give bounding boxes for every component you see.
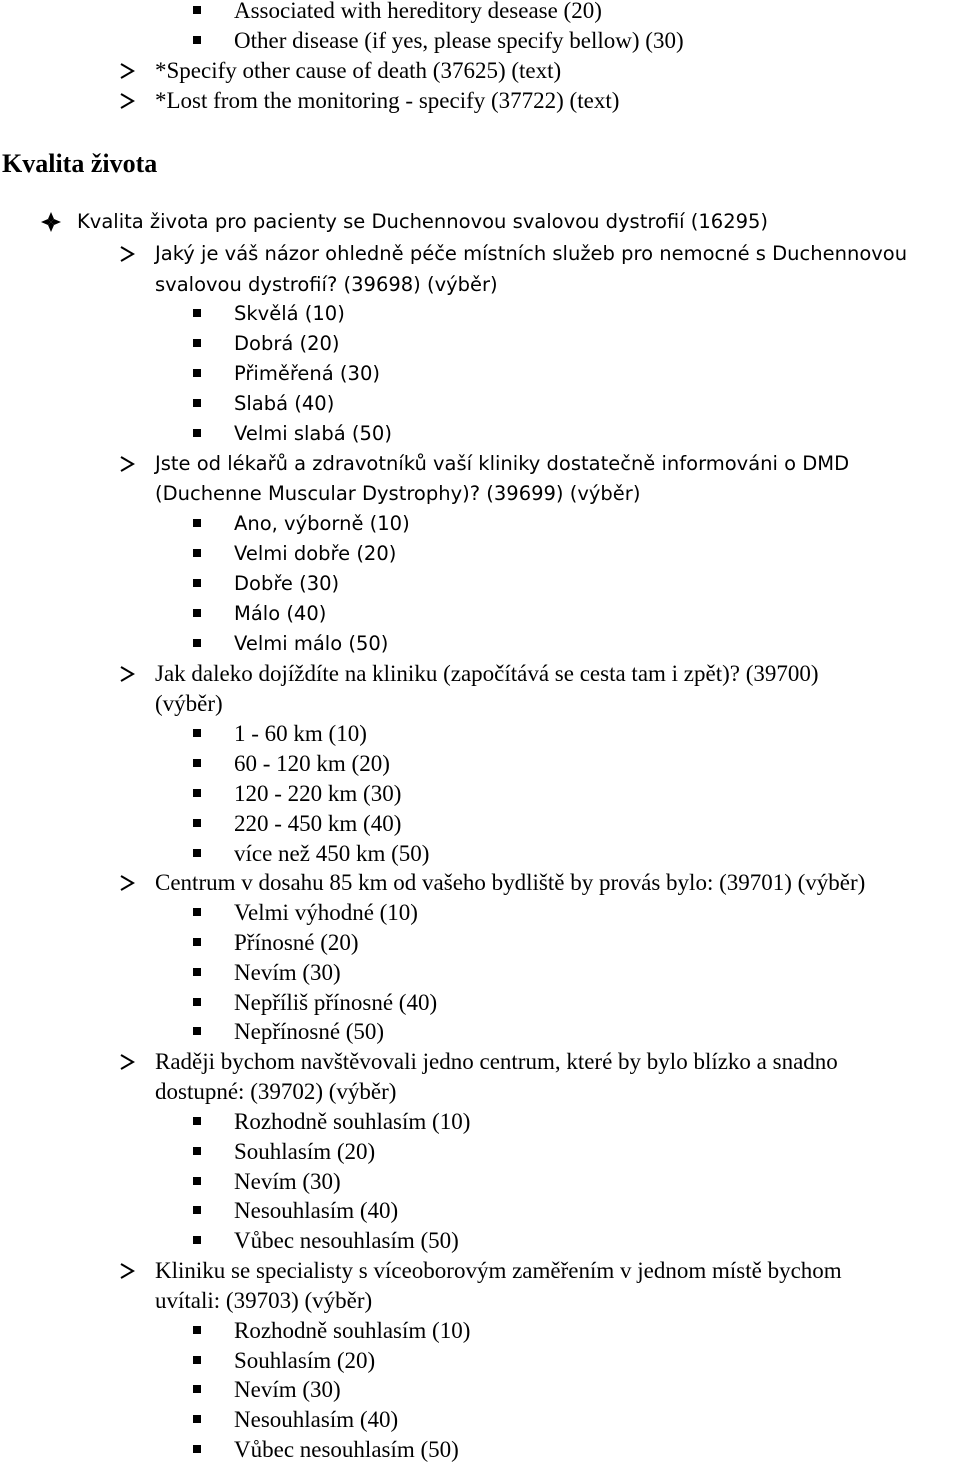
question-code: (39698) (výběr) [337,273,498,296]
diamond-bullet-icon [40,211,62,233]
square-bullet-icon [193,729,201,737]
square-bullet-icon [193,519,201,527]
arrow-bullet-icon [118,665,136,683]
square-bullet-icon [193,789,201,797]
square-bullet-icon [193,998,201,1006]
option-text: Vůbec nesouhlasím (50) [234,1437,459,1462]
option-text: 1 - 60 km (10) [234,721,367,746]
option-text: více než 450 km (50) [234,841,430,866]
question-text: svalovou dystrofií? [155,273,338,296]
option-text: Nevím (30) [234,1377,341,1402]
question-text: *Specify other cause of death (37625) (text) [155,58,562,83]
square-bullet-icon [193,968,201,976]
square-bullet-icon [193,339,201,347]
option-text: Velmi výhodné (10) [234,900,418,925]
arrow-bullet-icon [118,455,136,473]
square-bullet-icon [193,1206,201,1214]
option-text: Rozhodně souhlasím (10) [234,1109,471,1134]
square-bullet-icon [193,549,201,557]
square-bullet-icon [193,639,201,647]
arrow-bullet-icon [118,1262,136,1280]
square-bullet-icon [193,579,201,587]
question-text: Jste od lékařů a zdravotníků vaší kliniky dostatečně informováni o DMD [155,452,850,475]
square-bullet-icon [193,759,201,767]
question-text: *Lost from the monitoring - specify (37722) (text) [155,88,620,113]
question-text: Jaký je váš názor ohledně péče místních služeb pro nemocné s Duchennovou [155,242,908,265]
option-text: 120 - 220 km (30) [234,781,402,806]
option-text: Dobře (30) [234,572,340,595]
square-bullet-icon [193,1385,201,1393]
square-bullet-icon [193,309,201,317]
arrow-bullet-icon [118,92,136,110]
square-bullet-icon [193,819,201,827]
square-bullet-icon [193,609,201,617]
square-bullet-icon [193,399,201,407]
question-text: Raději bychom navštěvovali jedno centrum, které by bylo blízko a snadno [155,1049,838,1074]
square-bullet-icon [193,1415,201,1423]
arrow-bullet-icon [118,1053,136,1071]
option-text: Skvělá (10) [234,302,345,325]
arrow-bullet-icon [118,62,136,80]
question-text: Centrum v dosahu 85 km od vašeho bydliště by provás bylo: (39701) (výběr) [155,870,866,895]
option-text: Přínosné (20) [234,930,359,955]
option-text: Rozhodně souhlasím (10) [234,1318,471,1343]
option-text: Nesouhlasím (40) [234,1407,399,1432]
option-text: Ano, výborně (10) [234,512,410,535]
square-bullet-icon [193,849,201,857]
option-text: 60 - 120 km (20) [234,751,390,776]
square-bullet-icon [193,1177,201,1185]
option-text: Nepříliš přínosné (40) [234,990,438,1015]
option-text: Velmi slabá (50) [234,422,392,445]
square-bullet-icon [193,429,201,437]
square-bullet-icon [193,6,201,14]
square-bullet-icon [193,36,201,44]
option-text: Vůbec nesouhlasím (50) [234,1228,459,1253]
option-text: Nevím (30) [234,1169,341,1194]
square-bullet-icon [193,1445,201,1453]
question-text: (Duchenne Muscular Dystrophy)? (39699) (výběr) [155,482,641,505]
option-text: Velmi málo (50) [234,632,389,655]
option-text: Souhlasím (20) [234,1139,376,1164]
square-bullet-icon [193,369,201,377]
option-text: Velmi dobře (20) [234,542,397,565]
option-text: Nevím (30) [234,960,341,985]
arrow-bullet-icon [118,874,136,892]
square-bullet-icon [193,1236,201,1244]
square-bullet-icon [193,1147,201,1155]
option-text: Přiměřená (30) [234,362,380,385]
option-text: Other disease (if yes, please specify bellow) (30) [234,28,684,53]
arrow-bullet-icon [118,245,136,263]
option-text: Dobrá (20) [234,332,340,355]
question-text: dostupné: (39702) (výběr) [155,1079,397,1104]
option-text: Nepřínosné (50) [234,1019,385,1044]
option-text: Souhlasím (20) [234,1348,376,1373]
section-heading: Kvalita života [2,149,158,178]
question-text: uvítali: (39703) (výběr) [155,1288,373,1313]
square-bullet-icon [193,1356,201,1364]
option-text: Nesouhlasím (40) [234,1198,399,1223]
option-text: 220 - 450 km (40) [234,811,402,836]
square-bullet-icon [193,938,201,946]
square-bullet-icon [193,908,201,916]
question-text: Jak daleko dojíždíte na kliniku (započítává se cesta tam i zpět)? (39700) [155,661,819,686]
group-title: Kvalita života pro pacienty se Duchennovou svalovou dystrofií (16295) [77,210,769,233]
question-text: (výběr) [155,691,223,716]
question-text: Kliniku se specialisty s víceoborovým zaměřením v jednom místě bychom [155,1258,842,1283]
option-text: Associated with hereditory desease (20) [234,0,602,23]
option-text: Slabá (40) [234,392,335,415]
square-bullet-icon [193,1117,201,1125]
square-bullet-icon [193,1326,201,1334]
square-bullet-icon [193,1027,201,1035]
option-text: Málo (40) [234,602,327,625]
